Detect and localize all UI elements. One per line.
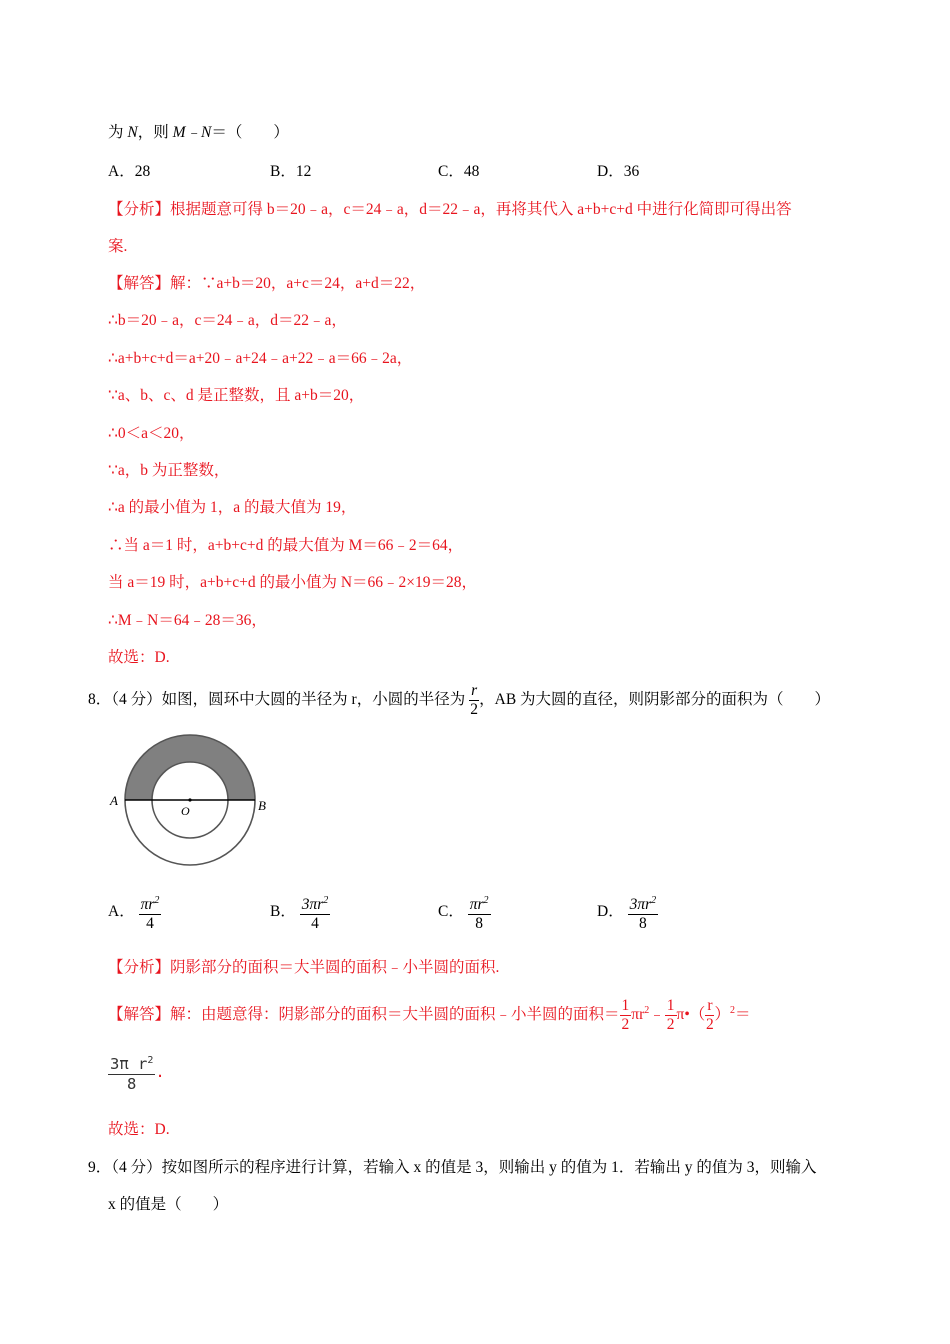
q7-solution-line-9: ∴M﹣N＝64﹣28＝36， xyxy=(108,612,267,629)
q7-solution-line-4: ∴0＜a＜20， xyxy=(108,425,195,442)
analysis-tag: 【分析】 xyxy=(108,959,171,976)
q7-choice-d: D．36 xyxy=(597,163,640,180)
label-b: B xyxy=(258,798,266,813)
label-o: O xyxy=(181,804,190,818)
q8-choice-d: D． $\frac{3\pi r^2}{8}$ xyxy=(597,890,658,934)
q7-choice-b: B．12 xyxy=(270,163,312,180)
q7-solution-line-0: 【解答】解：∵a+b＝20，a+c＝24，a+d＝22， xyxy=(108,275,426,292)
shaded-region xyxy=(125,735,255,800)
q9-stem-line1: 9．（4 分）按如图所示的程序进行计算，若输入 x 的值是 3，则输出 y 的值为 1．若输出 y 的值为 3，则输入 xyxy=(88,1159,817,1176)
q8-choice-c: C． $\frac{\pi r^2}{8}$ xyxy=(438,890,491,934)
q7-choice-a: A．28 xyxy=(108,163,151,180)
label-a: A xyxy=(110,793,118,808)
q7-answer: 故选：D. xyxy=(108,649,170,666)
q7-solution-line-6: ∴a 的最小值为 1，a 的最大值为 19， xyxy=(108,499,357,516)
q8-analysis: 【分析】阴影部分的面积＝大半圆的面积﹣小半圆的面积. xyxy=(108,959,500,976)
q7-stem-tail: 为 N，则 M﹣N＝（ ） xyxy=(108,124,289,141)
q8-choice-b: B． $\frac{3\pi r^2}{4}$ xyxy=(270,890,330,934)
q8-solution: 【解答】解：由题意得：阴影部分的面积＝大半圆的面积﹣小半圆的面积＝ $\frac{1}{2}$ $\pi r^2﹣$ $\frac{1}{2}$ π•（ $\frac{r}{2}$ ）$^2$＝ xyxy=(108,997,751,1034)
q7-choice-c: C．48 xyxy=(438,163,480,180)
q7-solution-line-2: ∴a+b+c+d＝a+20﹣a+24﹣a+22﹣a＝66﹣2a， xyxy=(108,350,413,367)
q7-solution-line-8: 当 a＝19 时，a+b+c+d 的最小值为 N＝66﹣2×19＝28， xyxy=(108,574,478,591)
q9-stem-line2: x 的值是（ ） xyxy=(108,1196,229,1213)
q7-solution-line-7: ∴当 a＝1 时，a+b+c+d 的最大值为 M＝66﹣2＝64， xyxy=(108,537,464,554)
annulus-figure xyxy=(105,728,275,868)
q7-solution-line-3: ∵a、b、c、d 是正整数，且 a+b＝20， xyxy=(108,387,365,404)
q7-solution-line-1: ∴b＝20﹣a，c＝24﹣a，d＝22﹣a， xyxy=(108,312,347,329)
q7-analysis-cont: 案. xyxy=(108,238,128,255)
q8-answer: 故选：D. xyxy=(108,1121,170,1138)
q7-analysis: 【分析】根据题意可得 b＝20﹣a，c＝24﹣a，d＝22﹣a，再将其代入 a+b+c+d 中进行化简即可得出答 xyxy=(108,201,792,218)
analysis-tag: 【分析】 xyxy=(108,201,171,218)
q8-choice-a: A． $\frac{\pi r^2}{4}$ xyxy=(108,890,161,934)
center-point xyxy=(188,798,191,801)
radius-fraction: $\frac{r}{2}$ xyxy=(470,682,478,718)
solution-tag: 【解答】 xyxy=(108,275,171,292)
q8-stem: 8．（4 分）如图，圆环中大圆的半径为 r，小圆的半径为 $\frac{r}{2}$ ，AB 为大圆的直径，则阴影部分的面积为（ ） xyxy=(88,682,831,718)
q7-solution-line-5: ∵a，b 为正整数， xyxy=(108,462,230,479)
q8-result: $\frac{3\pi r^2}{8}$ . xyxy=(108,1052,165,1093)
solution-tag: 【解答】 xyxy=(108,1006,171,1024)
